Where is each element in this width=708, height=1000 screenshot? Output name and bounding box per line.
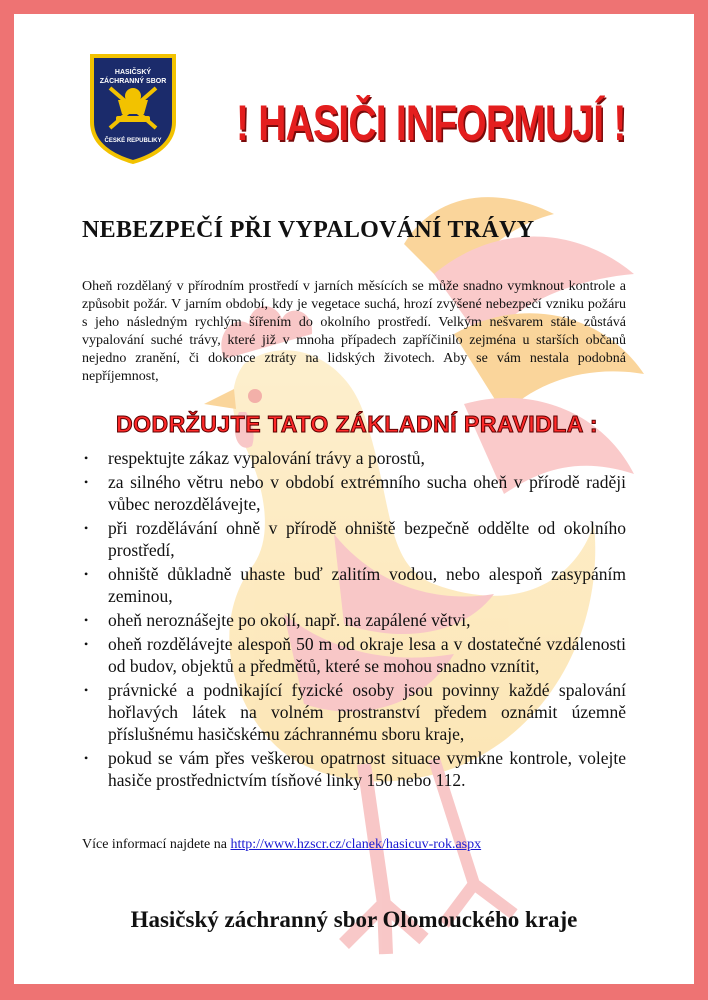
more-info-label: Více informací najdete na <box>82 837 227 852</box>
bullet-icon: • <box>84 567 89 581</box>
rules-heading: DODRŽUJTE TATO ZÁKLADNÍ PRAVIDLA : <box>116 411 599 437</box>
intro-paragraph: Oheň rozdělaný v přírodním prostředí v jarních měsících se může snadno vymknout kontrole a způsobit požár. V jarním období, kdy je vegetace suchá, hrozí zvýšené nebezpečí vzniku požáru s jeho následným rychlým šířením do okolního prostředí. Velkým nešvarem stále zůstává vypalování suché trávy, které již v mnoha případech zapříčinilo zejména u starších občanů nejedno zranění, či dokonce ztráty na lidských životech. Aby se vám nestala podobná nepříjemnost, <box>82 279 626 384</box>
list-item <box>82 609 626 631</box>
logo-text-line2: ZÁCHRANNÝ SBOR <box>99 78 167 85</box>
page-title: NEBEZPEČÍ PŘI VYPALOVÁNÍ TRÁVY <box>82 217 535 243</box>
more-info <box>82 837 481 853</box>
bullet-icon: • <box>84 475 89 489</box>
list-item <box>82 747 626 791</box>
bullet-icon: • <box>84 451 89 465</box>
rules-list <box>82 447 626 793</box>
list-item <box>82 563 626 607</box>
rule-text: právnické a podnikající fyzické osoby jsou povinny každé spalování hořlavých látek na volném prostranství předem oznámit územně příslušnému hasičskému záchrannému sboru kraje, <box>108 680 626 744</box>
poster-sheet <box>14 14 694 984</box>
bullet-icon: • <box>84 613 89 627</box>
rule-text: respektujte zákaz vypalování trávy a porostů, <box>108 448 425 468</box>
bullet-icon: • <box>84 683 89 697</box>
banner-heading: ! HASIČI INFORMUJÍ ! <box>236 95 626 151</box>
rule-text: ohniště důkladně uhaste buď zalitím vodou, nebo alespoň zasypáním zeminou, <box>108 564 626 606</box>
rule-text: při rozdělávání ohně v přírodě ohniště bezpečně oddělte od okolního prostředí, <box>108 518 626 560</box>
logo-text-bottom: ČESKÉ REPUBLIKY <box>104 138 162 144</box>
list-item <box>82 447 626 469</box>
bullet-icon: • <box>84 637 89 651</box>
footer-organization: Hasičský záchranný sbor Olomouckého kraje <box>130 907 578 932</box>
logo-text <box>92 68 174 86</box>
rule-text: za silného větru nebo v období extrémního sucha oheň v přírodě raději vůbec nerozdělávejte, <box>108 472 626 514</box>
more-info-link[interactable]: http://www.hzscr.cz/clanek/hasicuv-rok.aspx <box>230 837 482 852</box>
rule-text: pokud se vám přes veškerou opatrnost situace vymkne kontrole, volejte hasiče prostřednictvím tísňové linky 150 nebo 112. <box>108 748 626 790</box>
list-item <box>82 517 626 561</box>
bullet-icon: • <box>84 751 89 765</box>
list-item <box>82 633 626 677</box>
list-item <box>82 679 626 745</box>
rule-text: oheň rozdělávejte alespoň 50 m od okraje lesa a v dostatečné vzdálenosti od budov, objektů a předmětů, které se mohou snadno vznítit, <box>108 634 626 676</box>
list-item <box>82 471 626 515</box>
logo-text-line1: HASIČSKÝ <box>114 69 152 76</box>
bullet-icon: • <box>84 521 89 535</box>
rule-text: oheň neroznášejte po okolí, např. na zapálené větvi, <box>108 610 471 630</box>
